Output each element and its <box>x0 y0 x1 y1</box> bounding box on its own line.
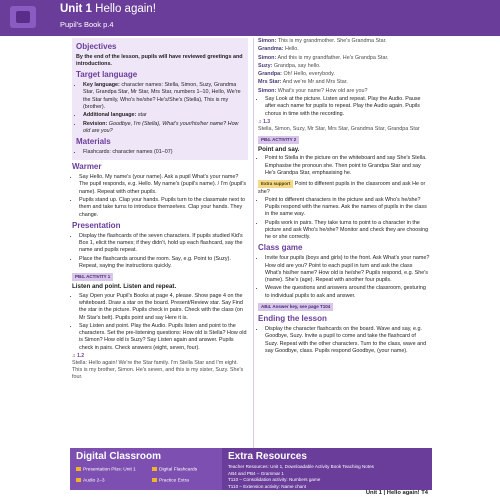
digital-classroom-panel <box>70 448 222 490</box>
digital-flashcards-link[interactable]: Digital Flashcards <box>152 467 197 472</box>
warmer-list <box>72 174 248 219</box>
script-line: Simon: This is my grandmother. She's Grandma Star. <box>258 38 387 44</box>
audio-script-continued <box>258 38 430 95</box>
page-footer: Unit 1 | Hello again! T4 <box>365 490 428 496</box>
list-item: • Display the character flashcards on the board. Wave and say, e.g. Goodbye, Suzy. Invite a pupil to come and take the flashcard of Suzy. Repeat with the other characters. Turn to the class, wave and say Goodbye, class. Pupils respond Goodbye, (your name). <box>265 326 430 355</box>
script-line: Grandpa: Oh! Hello, everybody. <box>258 71 335 78</box>
revision-text: Goodbye, I'm (Stella), What's your/his/her name? How old are you? <box>83 120 239 134</box>
materials-list <box>76 149 244 156</box>
resource-line: Teacher Resources: Unit 1, Downloadable Activity Book Teaching Notes <box>228 464 374 469</box>
audio-track-number: 1.2 <box>77 353 85 360</box>
activity-1-list <box>72 293 248 352</box>
script-line: Suzy: Grandpa, say hello. <box>258 62 321 69</box>
digital-classroom-heading: Digital Classroom <box>76 451 162 462</box>
audio-track-number: 1.3 <box>263 118 271 125</box>
materials-heading: Materials <box>76 137 111 147</box>
list-item: • Say Look at the picture. Listen and repeat. Play the Audio. Pause after each name for pupils to repeat. Play the Audio again. Pupils chorus in time with the recording. <box>265 96 430 118</box>
unit-number: Unit 1 <box>60 3 92 15</box>
names-script: Stella, Simon, Suzy, Mr Star, Mrs Star, Grandma Star, Grandpa Star <box>258 125 420 132</box>
class-game-heading: Class game <box>258 243 303 253</box>
audio-script: Stella: Hello again! We're the Star family. I'm Stella Star and I'm eight. This is my brother, Simon. He's seven, and this is my sister, Suzy. She's four. <box>72 359 244 381</box>
additional-language-label: Additional language: <box>83 112 137 119</box>
key-language-text: character names: Stella, Simon, Suzy, Grandma Star, Grandpa Star, Mr Star, Mrs Star, numbers 1–10, Hello, We're the Star family, Who's he/she? He's/She's (Stella), This is my (brother). <box>83 82 241 111</box>
list-item: • Pupils work in pairs. They take turns to point to a character in the picture and ask Who's he/she? Monitor and check they are choosing he or she correctly. <box>265 220 430 242</box>
ending-heading: Ending the lesson <box>258 314 327 324</box>
unit-title <box>60 3 156 15</box>
resource-line: T110 – Extension activity: Name chant <box>228 483 307 489</box>
additional-language-item <box>83 112 244 119</box>
objectives-panel <box>72 38 248 160</box>
presentation-heading: Presentation <box>72 220 121 230</box>
objectives-heading: Objectives <box>76 42 117 51</box>
list-item: • Point to different characters in the picture and ask Who's he/she? Pupils respond with the names. Ask the names of pupils in the class in the same way. <box>265 197 430 219</box>
target-language-list <box>76 82 244 135</box>
list-item: • Say Open your Pupil's Books at page 4, please. Show page 4 on the whiteboard. Draw a star on the board. Present/Review star. Say Find the star in the picture. Pupils check in pairs. Check with the class (on Mr Star's belt). Pupils point and say Here it is. <box>79 293 248 322</box>
page-header <box>0 0 500 36</box>
audio-reference: ♫ 1.2 <box>72 353 85 360</box>
audio-icon <box>76 478 81 482</box>
script-line: Mrs Star: And we're Mr and Mrs Star. <box>258 79 348 86</box>
answer-key-tag: AB4. Answer key, see page T104 <box>258 303 333 311</box>
target-language-heading: Target language <box>76 70 138 80</box>
activity-2-heading: Point and say. <box>258 146 300 154</box>
revision-label: Revision: <box>83 120 108 127</box>
list-item: • Point to Stella in the picture on the whiteboard and say She's Stella. Emphasise the pronoun she. Then point to Grandpa Star and say He's Grandpa Star, emphasising he. <box>265 155 430 177</box>
class-game-list <box>258 255 430 300</box>
presentation-plus-link[interactable]: Presentation Plus: Unit 1 <box>76 467 136 472</box>
activity-1-tag: PB4. ACTIVITY 1 <box>72 273 113 281</box>
resource-line: T110 – Consolidation activity: Numbers game <box>228 477 321 482</box>
additional-language-text: star <box>137 112 147 119</box>
monitor-icon <box>76 467 81 471</box>
revision-item <box>83 121 244 136</box>
list-item: • Weave the questions and answers around the classroom, gesturing to individual pupils to ask and answer. <box>265 285 430 300</box>
list-item: • Place the flashcards around the room. Say, e.g. Point to (Suzy). Repeat, saying the instructions quickly. <box>79 256 248 271</box>
script-line: Simon: And this is my grandfather. He's Grandpa Star. <box>258 54 389 61</box>
extra-support-box <box>258 178 430 196</box>
list-item: • Pupils stand up. Clap your hands. Pupils turn to the classmate next to them and take turns to introduce themselves. Clap your hands. They change. <box>79 197 248 219</box>
repeat-list <box>258 96 430 118</box>
materials-item: • Flashcards: character names (01–07) <box>83 149 244 156</box>
resources-footer <box>70 448 432 490</box>
book-icon <box>10 6 36 28</box>
warmer-heading: Warmer <box>72 162 102 172</box>
list-item: • Say Listen and point. Play the Audio. Pupils listen and point to the characters. Set the pre-listening questions: How old is Stella? How old is Simon? How old is Suzy? Say Listen again and answer. Pupils check in pairs. Check answers (eight, seven, four). <box>79 323 248 352</box>
list-item: • Display the flashcards of the seven characters. If pupils studied Kid's Box 1, elicit the names; if they didn't, hold up each flashcard, say the name and pupils repeat. <box>79 233 248 255</box>
script-line: Grandma: Hello. <box>258 46 299 53</box>
extra-support-text: Point to different pupils in the classroom and ask He or she? <box>258 181 426 196</box>
audio-link[interactable]: Audio 2–3 <box>76 478 105 483</box>
right-column <box>258 38 430 356</box>
flashcards-icon <box>152 467 157 471</box>
ending-list <box>258 326 430 355</box>
extra-resources-heading: Extra Resources <box>228 451 307 462</box>
list-item: • Say Hello. My name's (your name). Ask a pupil What's your name? The pupil responds, e.g. Hello. My name's (pupil's name). / I'm (pupil's name). Repeat with other pupils. <box>79 174 248 196</box>
practice-extra-link[interactable]: Practice Extra <box>152 478 189 483</box>
key-language-label: Key language: <box>83 82 120 89</box>
unit-name: Hello again! <box>95 3 156 15</box>
practice-icon <box>152 478 157 482</box>
presentation-list <box>72 233 248 270</box>
audio-reference: ♫ 1.3 <box>258 118 271 125</box>
pupils-book-ref: Pupil's Book p.4 <box>60 20 114 29</box>
resource-line: AB4 and PB4 – Grammar 1 <box>228 470 284 476</box>
list-item: • Invite four pupils (boys and girls) to the front. Ask What's your name? How old are you? Point to each pupil in turn and ask the class What's his/her name? How old is he/she? Pupils respond, e.g. She's (name). She's (age). Repeat with another four pupils. <box>265 255 430 284</box>
column-divider <box>253 38 254 450</box>
activity-1-heading: Listen and point. Listen and repeat. <box>72 283 177 291</box>
script-line: Simon: What's your name? How old are you? <box>258 87 368 94</box>
objectives-text: By the end of the lesson, pupils will have reviewed greetings and introductions. <box>76 53 243 68</box>
left-column <box>72 38 248 383</box>
activity-2-tag: PB4. ACTIVITY 2 <box>258 136 299 144</box>
key-language-item <box>83 82 244 111</box>
activity-2-list <box>258 155 430 177</box>
activity-2-list-cont <box>258 197 430 242</box>
extra-support-tag: Extra support <box>258 180 293 188</box>
